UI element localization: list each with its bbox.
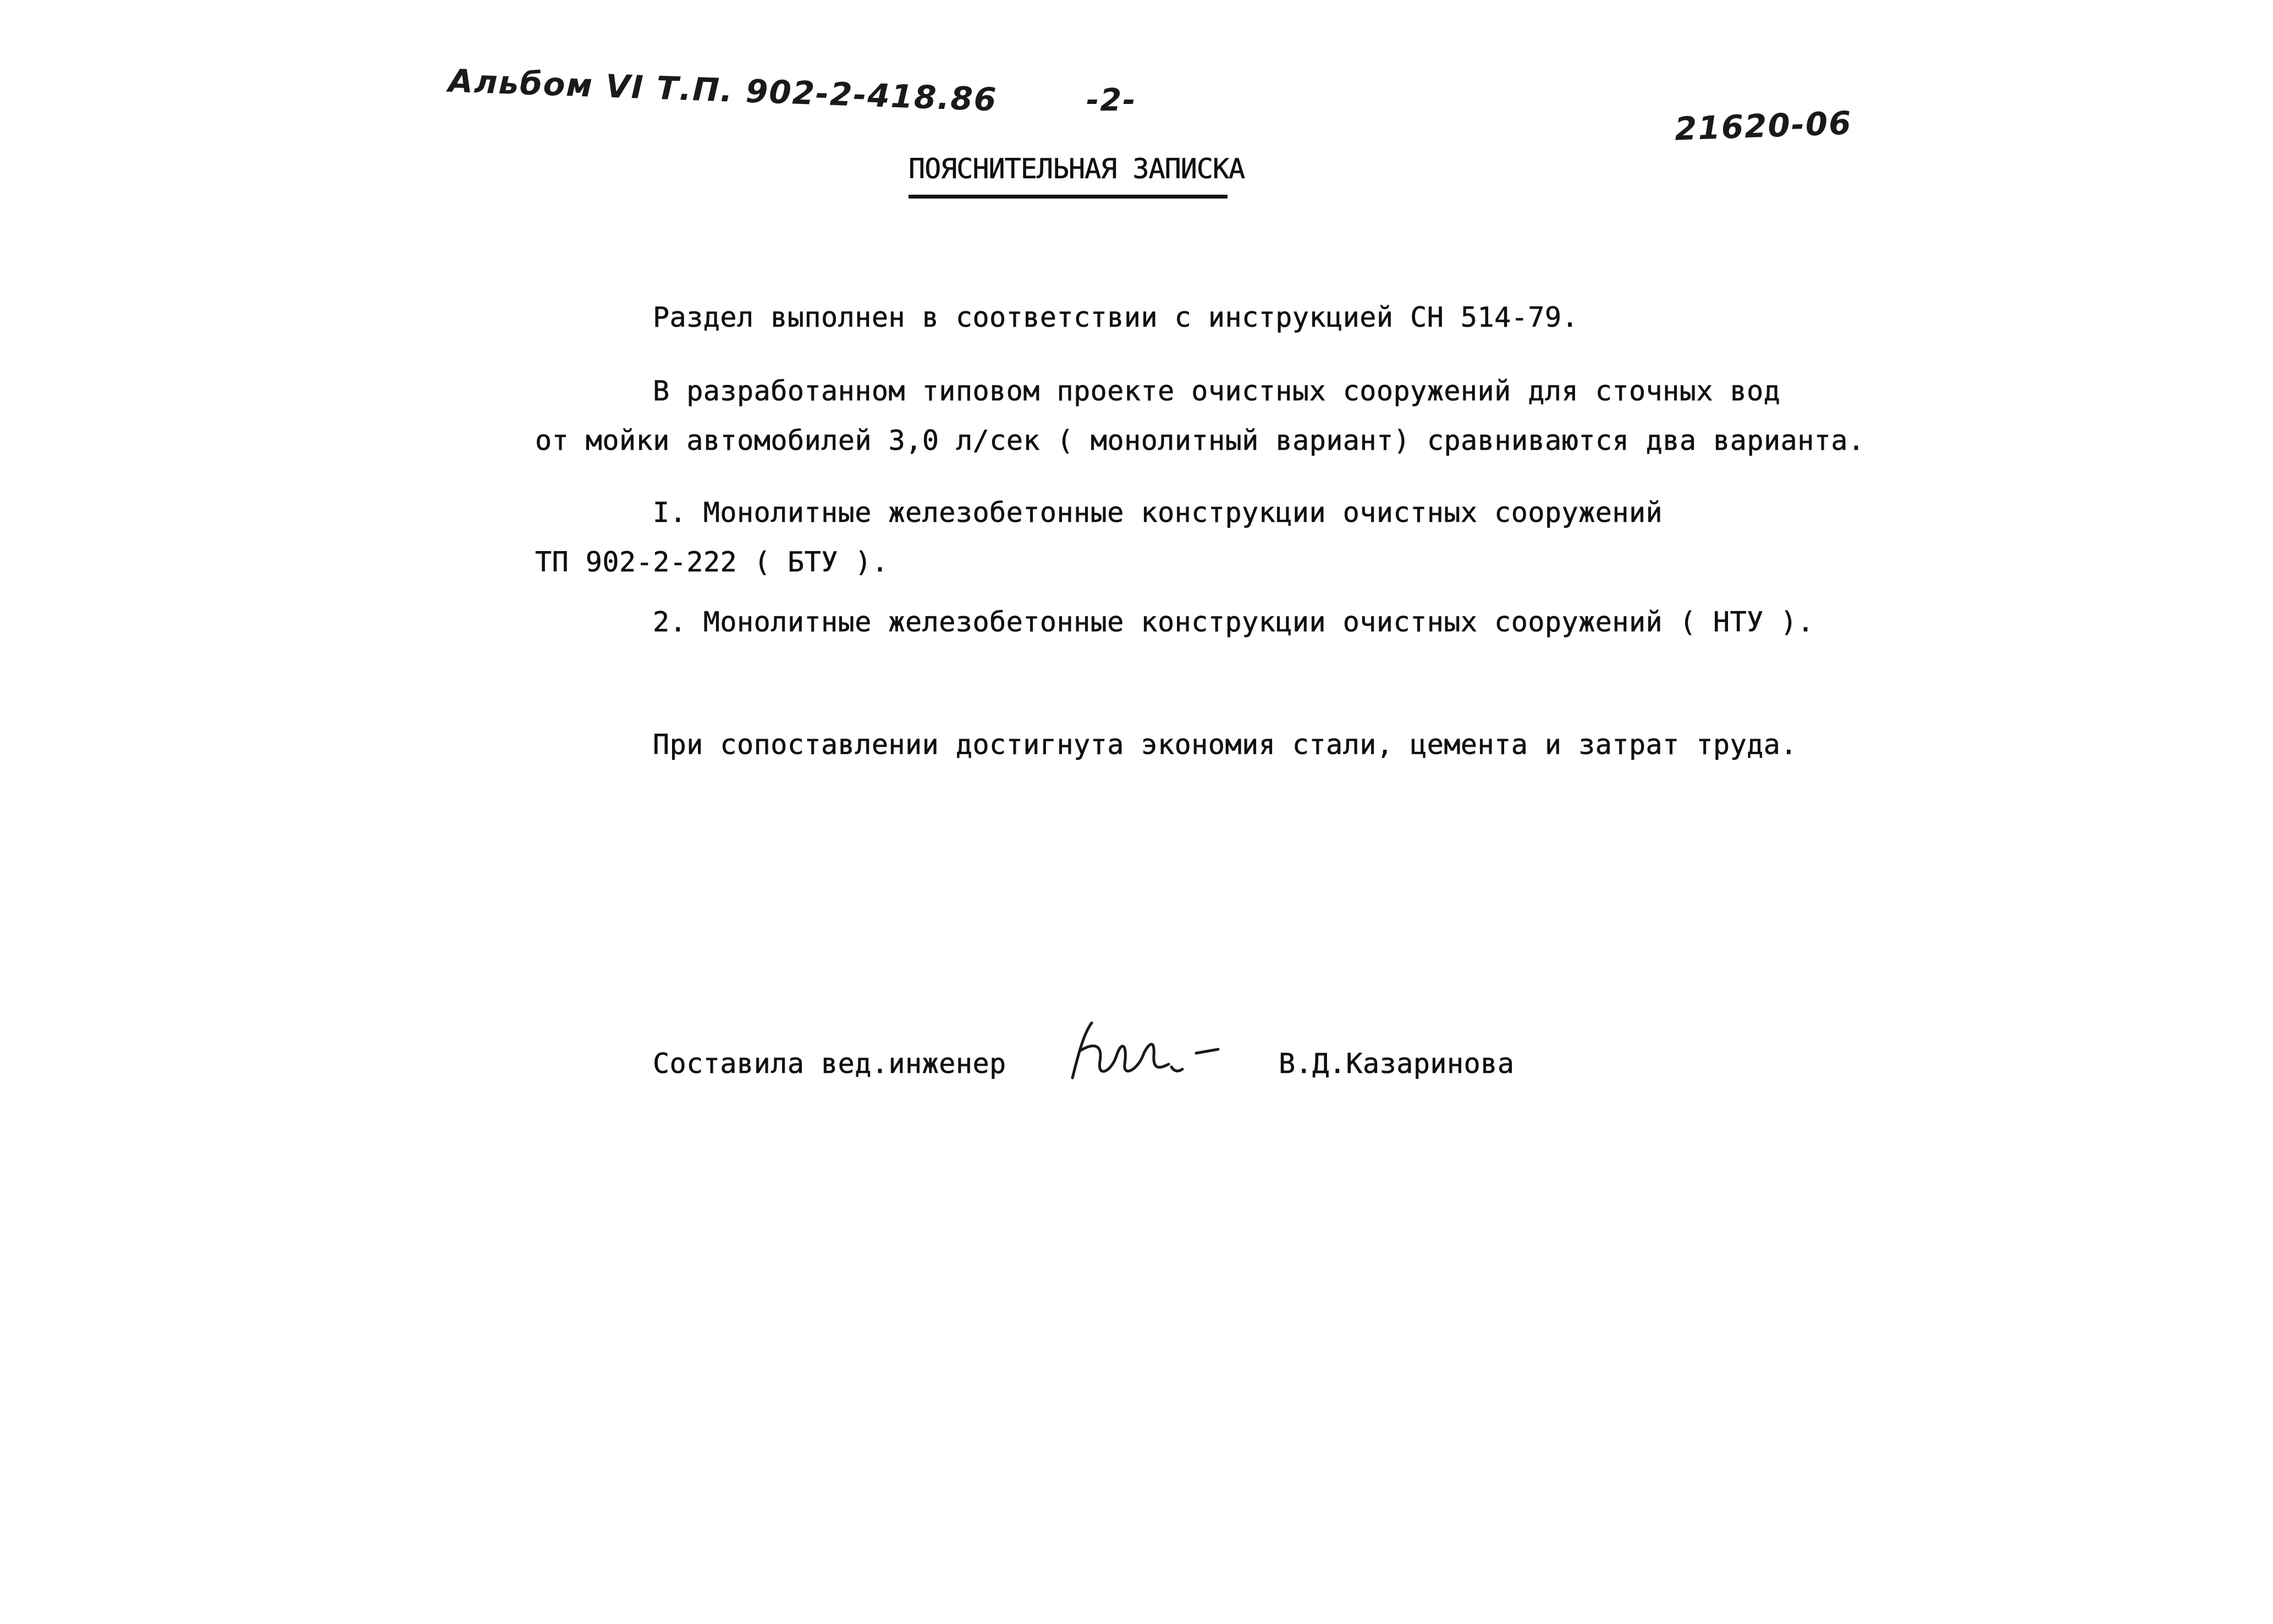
paragraph-line: от мойки автомобилей 3,0 л/сек ( монолитный вариант) сравниваются два варианта. xyxy=(535,425,1865,456)
conclusion-line: При сопоставлении достигнута экономия стали, цемента и затрат труда. xyxy=(653,729,1797,761)
paragraph-line: В разработанном типовом проекте очистных сооружений для сточных вод xyxy=(653,375,1781,407)
document-code: 21620-06 xyxy=(1674,104,1853,148)
list-item-1-continuation: ТП 902-2-222 ( БТУ ). xyxy=(535,546,889,578)
signatory-role: Составила вед.инженер xyxy=(653,1048,1006,1080)
album-reference: Альбом VI Т.П. 902-2-418.86 xyxy=(448,62,998,119)
signatory-name: В.Д.Казаринова xyxy=(1279,1048,1515,1080)
list-item-1: I. Монолитные железобетонные конструкции очистных сооружений xyxy=(653,497,1663,529)
page-number: -2- xyxy=(1086,82,1137,118)
paragraph-line: Раздел выполнен в соответствии с инструкцией СН 514-79. xyxy=(653,301,1579,333)
document-title: ПОЯСНИТЕЛЬНАЯ ЗАПИСКА xyxy=(909,153,1245,185)
title-underline xyxy=(909,195,1228,199)
list-item-2: 2. Монолитные железобетонные конструкции очистных сооружений ( НТУ ). xyxy=(653,606,1814,638)
handwritten-signature xyxy=(1061,1012,1226,1094)
